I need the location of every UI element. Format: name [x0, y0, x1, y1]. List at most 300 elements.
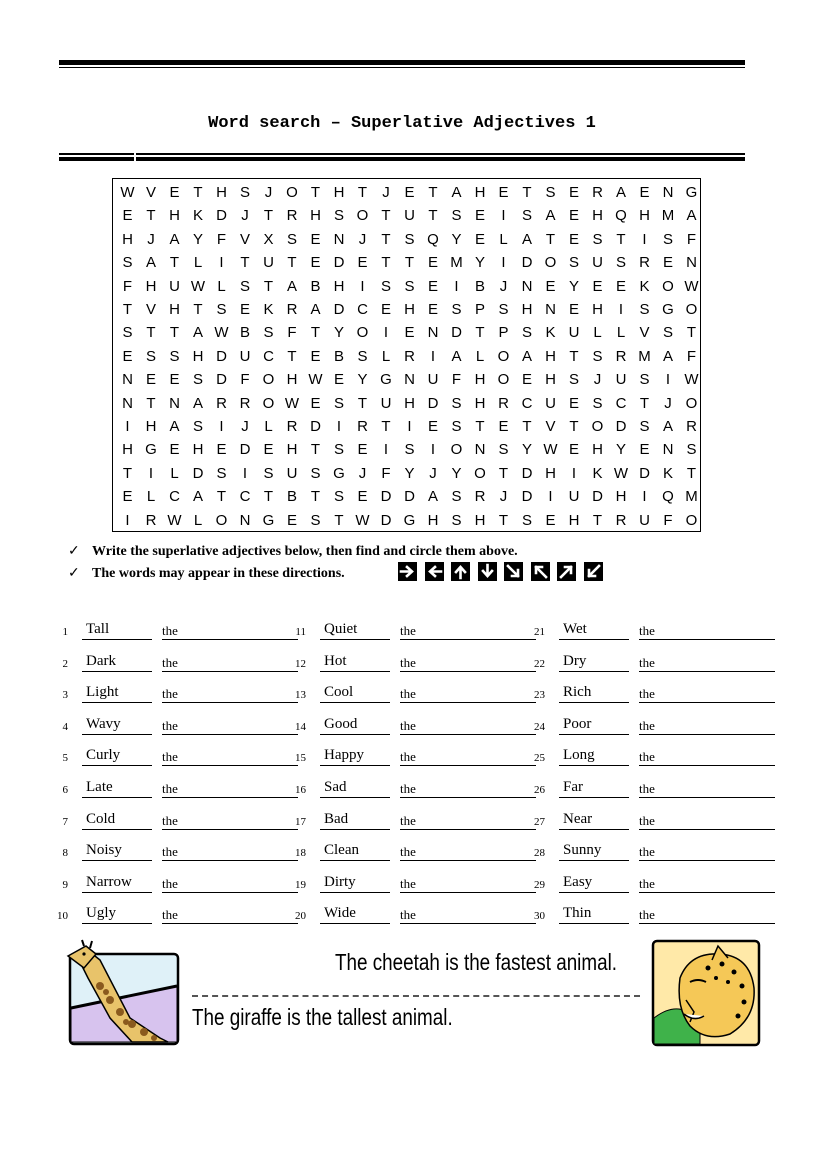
grid-letter: H: [333, 184, 345, 201]
grid-row: [113, 298, 700, 321]
grid-letter: R: [686, 418, 697, 435]
answer-line[interactable]: [400, 873, 536, 893]
grid-letter: U: [568, 488, 580, 506]
answer-line[interactable]: [400, 778, 536, 798]
answer-line[interactable]: [639, 810, 775, 830]
grid-letter: H: [639, 207, 650, 225]
grid-letter: U: [545, 394, 556, 412]
grid-letter: C: [239, 488, 251, 506]
grid-letter: D: [451, 324, 462, 342]
grid-letter: N: [521, 277, 533, 295]
grid-letter: T: [263, 207, 274, 225]
the-label: the: [400, 844, 416, 860]
grid-letter: I: [383, 441, 389, 459]
grid-letter: S: [639, 371, 650, 389]
adjective: [320, 620, 390, 640]
grid-letter: E: [474, 230, 485, 248]
grid-letter: S: [263, 324, 274, 342]
grid-letter: V: [239, 230, 250, 248]
grid-letter: V: [639, 324, 650, 342]
grid-letter: M: [638, 347, 651, 365]
grid-letter: S: [639, 418, 650, 435]
grid-letter: I: [125, 511, 130, 529]
answer-line[interactable]: [400, 715, 536, 735]
grid-letter: E: [521, 371, 532, 389]
adjective: [82, 904, 152, 924]
grid-letter: H: [122, 441, 133, 459]
grid-letter: J: [358, 230, 367, 248]
answer-line[interactable]: [400, 904, 536, 924]
adjective-text: Long: [563, 747, 595, 764]
answer-line[interactable]: [162, 652, 298, 672]
grid-letter: E: [498, 184, 509, 201]
adjective: [82, 841, 152, 861]
grid-letter: N: [686, 254, 697, 272]
grid-letter: N: [122, 371, 133, 389]
grid-letter: F: [381, 464, 391, 482]
adjective: [320, 715, 390, 735]
grid-letter: R: [615, 511, 627, 529]
grid-letter: S: [451, 418, 462, 435]
grid-letter: S: [380, 277, 391, 295]
grid-letter: N: [662, 184, 674, 201]
grid-letter: E: [122, 488, 133, 506]
grid-letter: E: [380, 301, 391, 318]
answer-line[interactable]: [639, 778, 775, 798]
grid-letter: H: [474, 371, 486, 389]
grid-letter: R: [286, 301, 298, 318]
grid-letter: T: [475, 418, 485, 435]
grid-letter: A: [662, 347, 673, 365]
grid-letter: O: [685, 394, 698, 412]
item-number: 14: [295, 720, 306, 733]
grid-letter: M: [685, 488, 698, 506]
grid-letter: T: [569, 418, 579, 435]
adjective-text: Narrow: [86, 873, 132, 890]
grid-letter: T: [334, 511, 344, 529]
answer-line[interactable]: [400, 810, 536, 830]
grid-letter: E: [592, 277, 603, 295]
the-label: the: [400, 875, 416, 891]
grid-row: [113, 275, 700, 298]
answer-line[interactable]: [639, 715, 775, 735]
grid-letter: I: [548, 488, 553, 506]
item-number: 23: [534, 689, 545, 702]
adjective: [320, 873, 390, 893]
answer-line[interactable]: [162, 778, 298, 798]
grid-letter: E: [639, 184, 650, 201]
grid-letter: J: [499, 488, 508, 506]
grid-letter: H: [169, 301, 180, 318]
grid-letter: S: [310, 511, 321, 529]
grid-letter: T: [404, 254, 415, 272]
grid-letter: H: [568, 511, 580, 529]
grid-letter: T: [686, 324, 697, 342]
grid-letter: L: [593, 324, 602, 342]
adjective: [320, 810, 390, 830]
grid-letter: H: [216, 184, 227, 201]
grid-letter: I: [501, 254, 506, 272]
the-label: the: [400, 907, 416, 923]
grid-letter: E: [239, 301, 250, 318]
grid-letter: B: [286, 488, 297, 506]
item-number: 15: [295, 752, 306, 765]
grid-letter: S: [239, 277, 250, 295]
grid-letter: S: [686, 441, 697, 459]
grid-letter: D: [333, 254, 345, 272]
grid-letter: S: [169, 347, 180, 365]
grid-letter: N: [239, 511, 251, 529]
grid-letter: N: [545, 301, 556, 318]
grid-row: [113, 438, 700, 461]
answer-line[interactable]: [639, 904, 775, 924]
item-number: 9: [62, 878, 68, 891]
grid-letter: H: [404, 394, 415, 412]
grid-letter: H: [192, 347, 204, 365]
answer-line[interactable]: [639, 652, 775, 672]
the-label: the: [639, 875, 655, 891]
grid-letter: L: [217, 277, 226, 295]
grid-letter: F: [216, 230, 227, 248]
up-left-arrow-icon: [531, 562, 550, 581]
the-label: the: [400, 717, 416, 733]
grid-letter: H: [192, 441, 204, 459]
up-arrow-icon: [451, 562, 470, 581]
grid-letter: E: [427, 254, 438, 272]
grid-letter: D: [216, 347, 227, 365]
adjective: [82, 873, 152, 893]
grid-letter: A: [192, 488, 203, 506]
grid-letter: R: [286, 418, 298, 435]
the-label: the: [162, 781, 178, 796]
grid-letter: J: [147, 230, 155, 248]
grid-letter: S: [333, 207, 344, 225]
grid-letter: L: [616, 324, 626, 342]
grid-letter: S: [310, 464, 321, 482]
answer-line[interactable]: [162, 873, 298, 893]
grid-letter: E: [568, 394, 579, 412]
answer-line[interactable]: [162, 620, 298, 640]
grid-letter: E: [169, 371, 180, 389]
adjective-text: Wet: [563, 621, 587, 637]
up-right-arrow-icon: [557, 562, 576, 581]
grid-letter: T: [522, 184, 532, 201]
grid-letter: W: [284, 394, 300, 412]
grid-letter: H: [286, 441, 298, 459]
grid-letter: K: [592, 464, 603, 482]
item-number: 21: [534, 626, 545, 638]
grid-letter: T: [616, 230, 626, 248]
grid-letter: S: [592, 230, 603, 248]
grid-letter: R: [615, 347, 627, 365]
grid-letter: E: [263, 441, 274, 459]
grid-letter: E: [498, 418, 509, 435]
answer-line[interactable]: [162, 683, 298, 703]
grid-letter: E: [310, 347, 321, 365]
left-arrow-icon: [425, 562, 444, 581]
grid-letter: R: [404, 347, 415, 365]
grid-letter: T: [240, 254, 250, 272]
grid-letter: S: [333, 441, 344, 459]
grid-letter: J: [429, 464, 437, 482]
item-number: 3: [62, 689, 68, 702]
grid-letter: E: [568, 207, 579, 225]
grid-letter: W: [543, 441, 558, 459]
grid-letter: L: [193, 511, 203, 529]
item-number: 8: [62, 847, 68, 860]
grid-letter: S: [639, 301, 650, 318]
adjective-text: Happy: [324, 747, 364, 764]
adjective: [82, 652, 152, 672]
adjective: [320, 652, 390, 672]
the-label: the: [639, 654, 655, 670]
grid-letter: Q: [427, 230, 439, 248]
item-number: 30: [534, 910, 545, 923]
grid-letter: D: [216, 371, 227, 389]
adjective: [559, 904, 629, 924]
answer-line[interactable]: [639, 683, 775, 703]
grid-letter: E: [286, 511, 297, 529]
grid-letter: L: [193, 254, 203, 272]
grid-letter: C: [357, 301, 368, 318]
grid-letter: W: [167, 511, 182, 529]
grid-letter: Y: [357, 371, 368, 389]
adjective: [320, 746, 390, 766]
adjective: [82, 778, 152, 798]
item-number: 16: [295, 784, 306, 796]
grid-letter: R: [216, 394, 227, 412]
item-number: 2: [62, 657, 68, 670]
item-number: 18: [295, 847, 306, 860]
adjective-text: Quiet: [324, 621, 358, 637]
grid-letter: D: [592, 488, 603, 506]
adjective: [559, 683, 629, 703]
item-number: 4: [62, 720, 68, 733]
grid-row: [113, 228, 700, 251]
right-arrow-icon: [398, 562, 417, 581]
grid-row: [113, 204, 700, 227]
grid-letter: I: [430, 347, 436, 365]
grid-letter: O: [544, 254, 557, 272]
grid-letter: A: [615, 184, 626, 201]
adjective-text: Curly: [86, 747, 121, 764]
item-number: 29: [534, 878, 545, 891]
grid-letter: E: [568, 441, 579, 459]
grid-letter: R: [639, 254, 650, 272]
answer-line[interactable]: [639, 746, 775, 766]
the-label: the: [162, 654, 178, 670]
grid-letter: S: [662, 324, 673, 342]
the-label: the: [400, 654, 416, 670]
grid-letter: I: [665, 371, 671, 389]
grid-letter: Y: [568, 277, 579, 295]
grid-letter: E: [310, 230, 321, 248]
grid-letter: E: [639, 441, 650, 459]
grid-letter: A: [521, 230, 532, 248]
grid-letter: R: [286, 207, 298, 225]
grid-letter: O: [497, 347, 510, 365]
item-number: 10: [57, 910, 68, 923]
grid-letter: O: [356, 324, 369, 342]
grid-letter: Q: [662, 488, 674, 506]
grid-letter: H: [592, 207, 603, 225]
grid-letter: R: [239, 394, 251, 412]
grid-row: [113, 462, 700, 485]
grid-letter: S: [216, 464, 227, 482]
adjective-text: Sad: [324, 779, 347, 795]
grid-letter: E: [333, 371, 344, 389]
grid-letter: S: [592, 394, 603, 412]
instruction-2: ✓ The words may appear in these directions.: [68, 566, 345, 581]
grid-letter: C: [521, 394, 533, 412]
grid-letter: V: [545, 418, 556, 435]
giraffe-sentence: The giraffe is the tallest animal.: [192, 1004, 453, 1030]
grid-letter: D: [427, 394, 439, 412]
answer-line[interactable]: [400, 620, 536, 640]
grid-letter: I: [148, 464, 154, 482]
answer-line[interactable]: [400, 841, 536, 861]
answer-line[interactable]: [639, 873, 775, 893]
grid-letter: B: [239, 324, 250, 342]
grid-letter: P: [474, 301, 485, 318]
grid-letter: L: [475, 347, 485, 365]
adjective: [82, 620, 152, 640]
grid-letter: A: [169, 418, 180, 435]
grid-letter: O: [286, 184, 298, 201]
grid-letter: S: [451, 301, 462, 318]
grid-letter: A: [169, 230, 180, 248]
grid-letter: N: [122, 394, 133, 412]
the-label: the: [162, 749, 178, 765]
grid-letter: S: [122, 324, 133, 342]
grid-letter: F: [451, 371, 462, 389]
adjective: [320, 841, 390, 861]
grid-letter: Y: [474, 254, 485, 272]
grid-letter: I: [571, 464, 577, 482]
grid-letter: N: [427, 324, 439, 342]
grid-letter: H: [145, 418, 157, 435]
grid-letter: H: [122, 230, 133, 248]
adjective: [82, 715, 152, 735]
adjective: [320, 904, 390, 924]
grid-letter: T: [381, 230, 391, 248]
the-label: the: [162, 875, 178, 891]
grid-letter: E: [216, 441, 227, 459]
item-number: 12: [295, 657, 306, 670]
adjective-text: Cold: [86, 810, 116, 827]
grid-letter: T: [381, 207, 391, 225]
grid-letter: W: [308, 371, 323, 389]
grid-letter: S: [451, 394, 462, 412]
answer-line[interactable]: [400, 746, 536, 766]
grid-letter: I: [125, 418, 130, 435]
grid-row: [113, 368, 700, 391]
grid-letter: S: [333, 488, 344, 506]
grid-letter: J: [499, 277, 508, 295]
grid-letter: H: [145, 277, 157, 295]
answer-line[interactable]: [162, 715, 298, 735]
grid-letter: E: [474, 207, 485, 225]
grid-letter: J: [264, 184, 273, 201]
grid-letter: A: [451, 184, 462, 201]
grid-letter: T: [639, 394, 650, 412]
grid-letter: T: [146, 394, 156, 412]
the-label: the: [162, 686, 178, 702]
grid-letter: E: [122, 347, 133, 365]
grid-letter: R: [498, 394, 509, 412]
adjective: [559, 746, 629, 766]
grid-row: [113, 251, 700, 274]
grid-row: [113, 415, 700, 438]
grid-letter: N: [169, 394, 180, 412]
adjective-text: Wavy: [86, 715, 121, 732]
grid-letter: Y: [333, 324, 344, 342]
grid-letter: E: [310, 394, 321, 412]
page-title: Word search – Superlative Adjectives 1: [208, 114, 596, 133]
grid-letter: U: [427, 371, 439, 389]
grid-letter: S: [451, 488, 462, 506]
grid-letter: I: [407, 418, 412, 435]
grid-letter: T: [146, 207, 156, 225]
grid-letter: T: [216, 488, 227, 506]
grid-letter: D: [192, 464, 204, 482]
the-label: the: [639, 844, 655, 860]
adjective-text: Ugly: [86, 905, 116, 922]
item-number: 20: [295, 910, 306, 923]
the-label: the: [162, 907, 178, 923]
grid-letter: I: [360, 277, 365, 295]
grid-letter: D: [239, 441, 251, 459]
grid-letter: T: [122, 464, 133, 482]
answer-line[interactable]: [162, 746, 298, 766]
answer-line[interactable]: [400, 652, 536, 672]
answer-line[interactable]: [639, 620, 775, 640]
grid-letter: B: [474, 277, 485, 295]
grid-letter: G: [685, 184, 698, 201]
check-icon: ✓: [68, 566, 80, 581]
grid-letter: A: [286, 277, 297, 295]
grid-letter: G: [662, 301, 674, 318]
grid-letter: H: [286, 371, 298, 389]
grid-letter: I: [219, 254, 224, 272]
grid-letter: W: [355, 511, 370, 529]
grid-letter: W: [684, 371, 699, 389]
adjective-text: Thin: [563, 905, 592, 922]
grid-letter: E: [568, 230, 579, 248]
answer-line[interactable]: [400, 683, 536, 703]
adjective-text: Dirty: [324, 873, 356, 890]
answer-line[interactable]: [162, 904, 298, 924]
check-icon: ✓: [68, 544, 80, 559]
grid-letter: G: [333, 464, 345, 482]
grid-letter: B: [333, 347, 344, 365]
grid-letter: O: [497, 371, 510, 389]
grid-letter: S: [521, 324, 532, 342]
grid-letter: L: [146, 488, 156, 506]
answer-line[interactable]: [639, 841, 775, 861]
grid-letter: A: [145, 254, 156, 272]
grid-letter: A: [545, 207, 556, 225]
giraffe-picture: [60, 938, 182, 1048]
answer-line[interactable]: [162, 810, 298, 830]
grid-letter: S: [451, 511, 462, 529]
answer-line[interactable]: [162, 841, 298, 861]
grid-letter: C: [263, 347, 274, 365]
grid-row: [113, 485, 700, 508]
grid-letter: H: [545, 464, 556, 482]
grid-letter: V: [145, 184, 156, 201]
cheetah-picture: [650, 938, 762, 1048]
